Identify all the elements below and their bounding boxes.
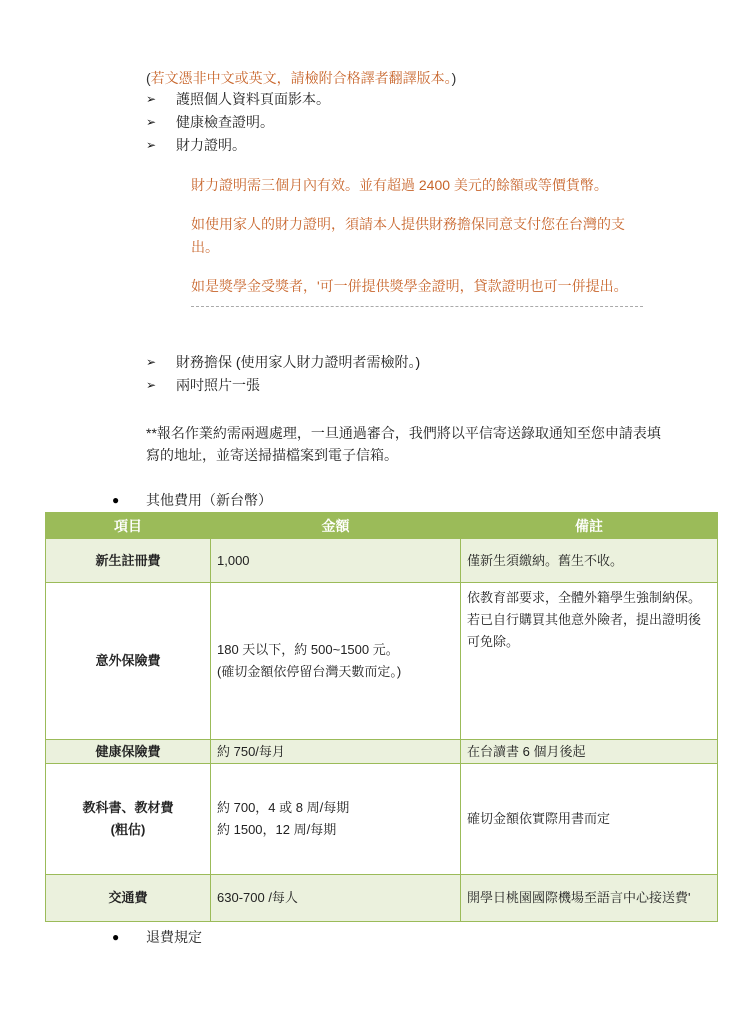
finance-notes-box — [191, 174, 643, 307]
list-item: ➢ 財力證明。 — [146, 134, 330, 157]
fees-table — [45, 512, 718, 922]
fee-note: 開學日桃園國際機場至語言中心接送費' — [461, 875, 718, 922]
required-docs-list — [146, 88, 330, 157]
fee-amount: 1,000 — [211, 539, 461, 583]
table-header-row — [46, 513, 718, 539]
table-row — [46, 539, 718, 583]
fee-note: 依教育部要求，全體外籍學生強制納保。若已自行購買其他意外險者，提出證明後可免除。 — [461, 583, 718, 740]
additional-docs-list — [146, 351, 420, 397]
list-item: ➢ 健康檢查證明。 — [146, 111, 330, 134]
fee-item: 新生註冊費 — [46, 539, 211, 583]
table-row — [46, 875, 718, 922]
section-heading-refund: ● 退費規定 — [112, 929, 202, 945]
fee-amount: 630-700 /每人 — [211, 875, 461, 922]
list-item: ➢ 兩吋照片一張 — [146, 374, 420, 397]
round-bullet-icon: ● — [112, 493, 120, 507]
fee-amount: 180 天以下，約 500~1500 元。 (確切金額依停留台灣天數而定。) — [211, 583, 461, 740]
table-row — [46, 764, 718, 875]
arrow-bullet-icon: ➢ — [146, 138, 157, 152]
column-header: 項目 — [46, 513, 211, 539]
arrow-bullet-icon: ➢ — [146, 355, 157, 369]
process-note: **報名作業約需兩週處理，一旦通過審合，我們將以平信寄送錄取通知至您申請表填寫的地址，並寄送掃描檔案到電子信箱。 — [146, 425, 661, 463]
arrow-bullet-icon: ➢ — [146, 378, 157, 392]
column-header: 金額 — [211, 513, 461, 539]
translation-note — [146, 68, 456, 88]
finance-note: 如使用家人的財力證明，須請本人提供財務擔保同意支付您在台灣的支出。 — [191, 216, 625, 255]
round-bullet-icon: ● — [112, 930, 120, 944]
fee-item: 教科書、教材費 (粗估) — [46, 764, 211, 875]
column-header: 備註 — [461, 513, 718, 539]
list-item: ➢ 財務擔保 (使用家人財力證明者需檢附。) — [146, 351, 420, 374]
fee-item: 健康保險費 — [46, 740, 211, 764]
fee-note: 僅新生須繳納。舊生不收。 — [461, 539, 718, 583]
fee-item: 意外保險費 — [46, 583, 211, 740]
arrow-bullet-icon: ➢ — [146, 92, 157, 106]
section-heading-other-fees: ● 其他費用（新台幣） — [112, 492, 272, 508]
finance-note: 財力證明需三個月內有效。並有超過 2400 美元的餘額或等價貨幣。 — [191, 177, 608, 193]
note-close-paren: ) — [451, 70, 457, 86]
fee-note: 在台讀書 6 個月後起 — [461, 740, 718, 764]
note-open-paren: ( — [146, 70, 151, 86]
finance-note: 如是獎學金受獎者，'可一併提供獎學金證明，貸款證明也可一併提出。 — [191, 278, 628, 294]
note-text: 若文憑非中文或英文，請檢附合格譯者翻譯版本。 — [150, 70, 452, 86]
arrow-bullet-icon: ➢ — [146, 115, 157, 129]
table-row — [46, 740, 718, 764]
fee-amount: 約 700，4 或 8 周/每期 約 1500，12 周/每期 — [211, 764, 461, 875]
fee-amount: 約 750/每月 — [211, 740, 461, 764]
fee-item: 交通費 — [46, 875, 211, 922]
table-row — [46, 583, 718, 740]
list-item: ➢ 護照個人資料頁面影本。 — [146, 88, 330, 111]
fee-note: 確切金額依實際用書而定 — [461, 764, 718, 875]
